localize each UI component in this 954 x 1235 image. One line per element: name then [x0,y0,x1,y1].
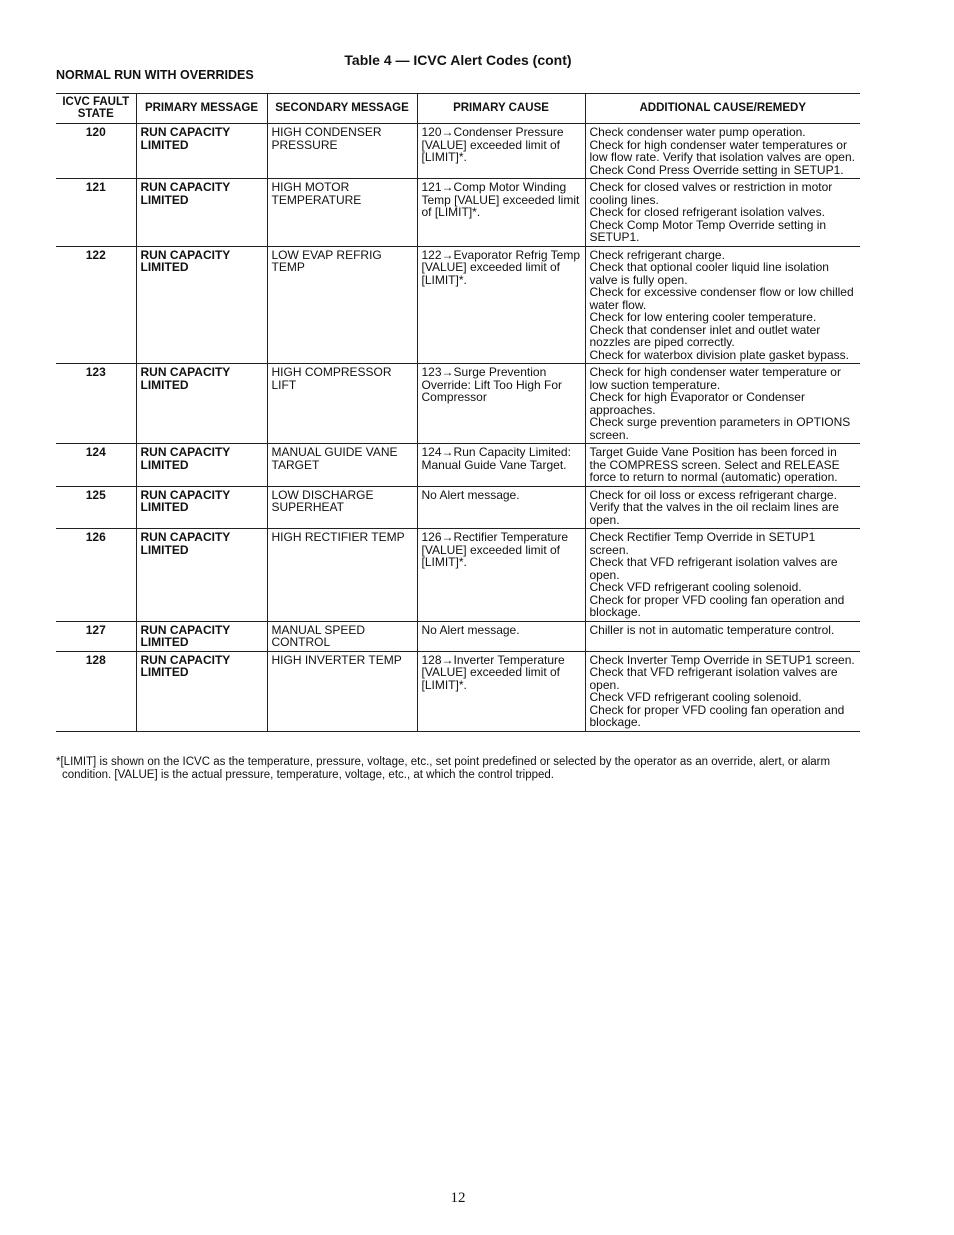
table-row [56,621,860,651]
remedy-line: Check Rectifier Temp Override in SETUP1 screen. [589,530,816,557]
secondary-message-cell: LOW DISCHARGE SUPERHEAT [267,486,417,529]
primary-cause-cell: No Alert message. [417,486,585,529]
fault-state-cell: 123 [56,364,136,444]
primary-cause-cell: No Alert message. [417,621,585,651]
page-number: 12 [450,1190,466,1206]
remedy-line: Chiller is not in automatic temperature control. [589,622,835,637]
primary-message-cell: RUN CAPACITY LIMITED [136,621,267,651]
remedy-line: Check condenser water pump operation. [589,125,806,139]
fault-state-cell: 120 [56,124,136,179]
primary-message-cell: RUN CAPACITY LIMITED [136,486,267,529]
primary-message-cell: RUN CAPACITY LIMITED [136,529,267,622]
remedy-line: Check that condenser inlet and outlet water nozzles are piped correctly. [589,322,821,349]
primary-message-cell: RUN CAPACITY LIMITED [136,444,267,487]
column-header-primary-message: PRIMARY MESSAGE [136,94,267,124]
table-header-row [56,94,860,124]
fault-state-cell: 121 [56,179,136,247]
remedy-line: Check for high condenser water temperatures or low flow rate. Verify that isolation valves are open. [589,137,855,164]
column-header-secondary-message: SECONDARY MESSAGE [267,94,417,124]
alert-codes-table [56,93,860,732]
footnote: *[LIMIT] is shown on the ICVC as the temperature, pressure, voltage, etc., set point predefined or selected by the operator as an override, alert, or alarm condition. [VALUE] is the actual pressure, temperature, voltage, etc., at which the control tripped. [56,756,831,781]
remedy-line: Check Comp Motor Temp Override setting in SETUP1. [589,217,827,244]
fault-state-cell: 122 [56,246,136,364]
remedy-cell [585,486,860,529]
remedy-cell [585,651,860,731]
fault-state-cell: 128 [56,651,136,731]
remedy-line: Check that optional cooler liquid line isolation valve is fully open. [589,260,829,287]
section-title: NORMAL RUN WITH OVERRIDES [56,68,254,82]
remedy-line: Target Guide Vane Position has been forced in the COMPRESS screen. Select and RELEASE force to return to normal (automatic) operation. [589,445,840,484]
table-row [56,651,860,731]
primary-message-cell: RUN CAPACITY LIMITED [136,179,267,247]
remedy-line: Check for low entering cooler temperature. [589,310,817,324]
fault-state-cell: 125 [56,486,136,529]
primary-cause-cell: 126→Rectifier Temperature [VALUE] exceeded limit of [LIMIT]*. [417,529,585,622]
remedy-line: Check surge prevention parameters in OPTIONS screen. [589,415,851,442]
remedy-line: Check for excessive condenser flow or low chilled water flow. [589,285,854,312]
secondary-message-cell: HIGH COMPRESSOR LIFT [267,364,417,444]
remedy-cell [585,529,860,622]
primary-message-cell: RUN CAPACITY LIMITED [136,246,267,364]
secondary-message-cell: HIGH RECTIFIER TEMP [267,529,417,622]
remedy-line: Check for high Evaporator or Condenser approaches. [589,390,805,417]
secondary-message-cell: MANUAL GUIDE VANE TARGET [267,444,417,487]
remedy-cell [585,179,860,247]
table-row [56,179,860,247]
remedy-cell [585,246,860,364]
table-row [56,246,860,364]
secondary-message-cell: LOW EVAP REFRIG TEMP [267,246,417,364]
column-header-fault-state: ICVC FAULT STATE [56,94,136,124]
primary-cause-cell: 120→Condenser Pressure [VALUE] exceeded limit of [LIMIT]*. [417,124,585,179]
remedy-line: Check that VFD refrigerant isolation valves are open. [589,665,838,692]
remedy-line: Check for proper VFD cooling fan operation and blockage. [589,702,845,729]
remedy-line: Check Cond Press Override setting in SETUP1. [589,162,844,177]
secondary-message-cell: HIGH CONDENSER PRESSURE [267,124,417,179]
table-title: Table 4 — ICVC Alert Codes (cont) [344,52,572,68]
remedy-line: Check VFD refrigerant cooling solenoid. [589,580,802,594]
primary-cause-cell: 128→Inverter Temperature [VALUE] exceeded limit of [LIMIT]*. [417,651,585,731]
remedy-line: Check VFD refrigerant cooling solenoid. [589,690,802,704]
primary-message-cell: RUN CAPACITY LIMITED [136,364,267,444]
column-header-primary-cause: PRIMARY CAUSE [417,94,585,124]
table-row [56,486,860,529]
remedy-line: Check for closed refrigerant isolation valves. [589,205,825,219]
remedy-cell [585,364,860,444]
table-row [56,124,860,179]
remedy-line: Check that VFD refrigerant isolation valves are open. [589,555,838,582]
remedy-cell [585,621,860,651]
primary-cause-cell: 124→Run Capacity Limited: Manual Guide Vane Target. [417,444,585,487]
remedy-line: Check Inverter Temp Override in SETUP1 screen. [589,652,855,667]
remedy-line: Check for high condenser water temperature or low suction temperature. [589,365,841,392]
remedy-line: Check refrigerant charge. [589,247,725,262]
table-row [56,444,860,487]
table-body [56,124,860,732]
column-header-remedy: ADDITIONAL CAUSE/REMEDY [585,94,860,124]
secondary-message-cell: MANUAL SPEED CONTROL [267,621,417,651]
remedy-line: Check for oil loss or excess refrigerant charge. [589,487,837,502]
remedy-cell [585,444,860,487]
primary-cause-cell: 122→Evaporator Refrig Temp [VALUE] exceeded limit of [LIMIT]*. [417,246,585,364]
fault-state-cell: 127 [56,621,136,651]
primary-cause-cell: 123→Surge Prevention Override: Lift Too High For Compressor [417,364,585,444]
primary-message-cell: RUN CAPACITY LIMITED [136,124,267,179]
fault-state-cell: 124 [56,444,136,487]
primary-message-cell: RUN CAPACITY LIMITED [136,651,267,731]
table-row [56,529,860,622]
remedy-cell [585,124,860,179]
fault-state-cell: 126 [56,529,136,622]
remedy-line: Check for closed valves or restriction in motor cooling lines. [589,180,833,207]
remedy-line: Verify that the valves in the oil reclaim lines are open. [589,500,839,527]
secondary-message-cell: HIGH INVERTER TEMP [267,651,417,731]
remedy-line: Check for proper VFD cooling fan operation and blockage. [589,592,845,619]
secondary-message-cell: HIGH MOTOR TEMPERATURE [267,179,417,247]
primary-cause-cell: 121→Comp Motor Winding Temp [VALUE] exceeded limit of [LIMIT]*. [417,179,585,247]
table-row [56,364,860,444]
remedy-line: Check for waterbox division plate gasket bypass. [589,347,849,362]
